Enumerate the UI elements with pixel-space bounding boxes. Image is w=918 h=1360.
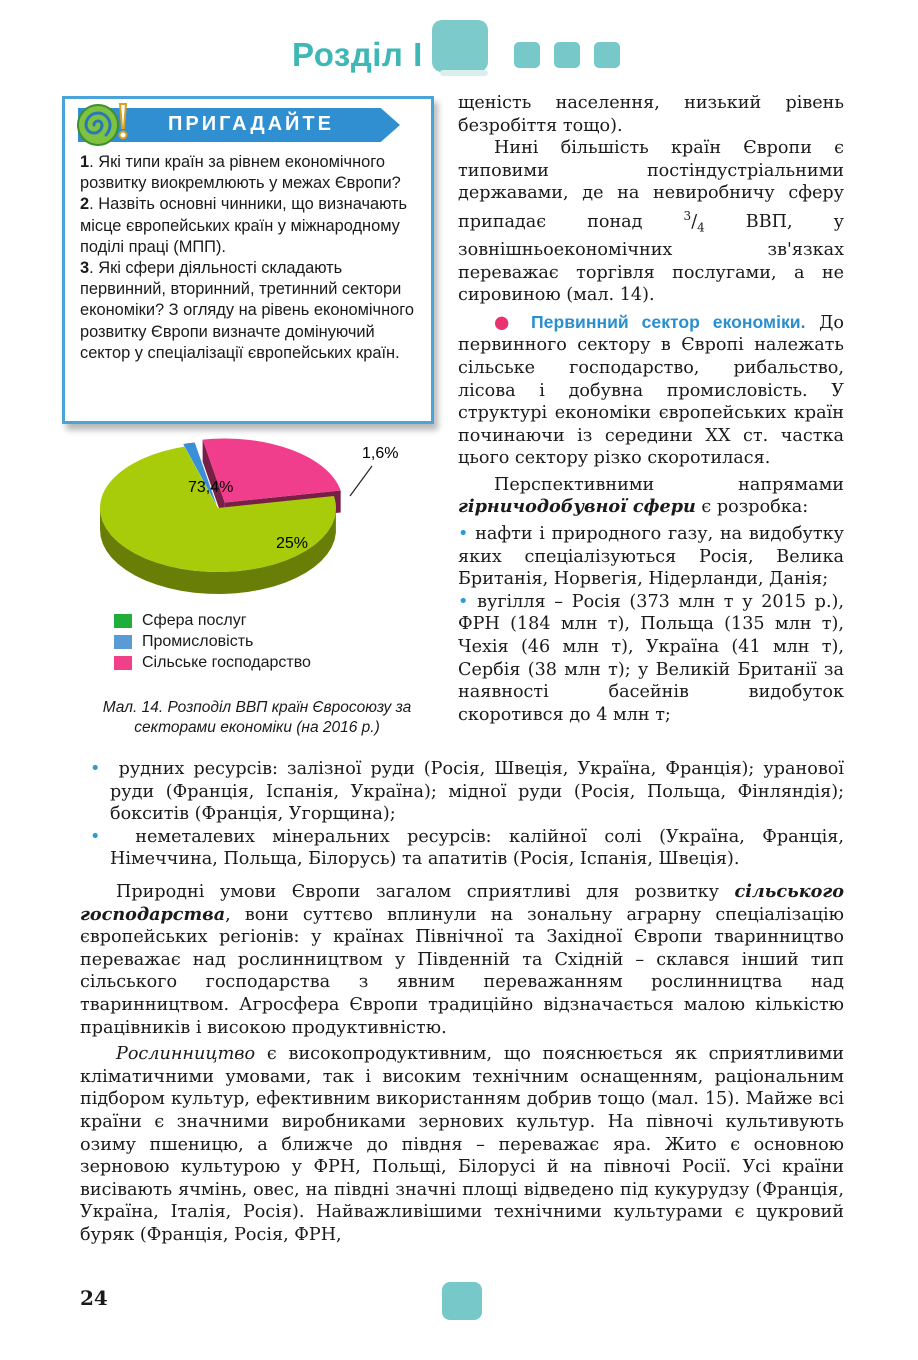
decorative-square-large <box>432 20 488 72</box>
page-number: 24 <box>80 1286 108 1310</box>
pie-label-industry: 1,6% <box>362 445 399 462</box>
decorative-square <box>442 1282 482 1320</box>
spiral-exclamation-icon <box>74 98 136 150</box>
bullet-icon: • <box>90 826 136 847</box>
legend-swatch <box>114 635 132 649</box>
legend-swatch <box>114 656 132 670</box>
list-item: • неметалевих мінеральних ресурсів: калійної солі (Україна, Франція, Німеччина, Польща, Білорусь) та апатитів (Росія, Іспанія, Швеція). <box>90 826 844 870</box>
section-title: Розділ І <box>292 36 423 73</box>
paragraph: ● Первинний сектор економіки. До первинного сектору в Європі належать сільське господарство, рибальство, лісова і добувна промисловість. У структурі економіки європейських країн починаючи із середини ХХ ст. частка цього сектору різко скоротилася. <box>458 311 844 469</box>
main-text <box>80 758 844 1246</box>
legend-item: Сфера послуг <box>114 610 311 631</box>
decorative-square <box>554 42 580 68</box>
section-heading: Первинний сектор економіки. <box>531 311 806 332</box>
bullet-icon: • <box>90 759 119 779</box>
figure-caption: Мал. 14. Розподіл ВВП країн Євросоюзу за секторами економіки (на 2016 р.) <box>102 699 412 736</box>
paragraph: Рослинництво є високопродуктивним, що пояснюється як сприятливими кліматичними умовами, так і високим технічним оснащенням, раціональним підбором культур, ефективним використанням добрив тощо (мал. 15). Майже всі країни є значними виробниками зернових культур. На півночі культивують озиму пшеницю, а ближче до півдня – переважає яра. Жито є основною зерновою культурою у ФРН, Польщі, Білорусі й на півночі Росії. Усі країни висівають ячмінь, овес, на півдні значні площі відведено під кукурудзу (Франція, Україна, Італія, Росія). Найважливішими технічними культурами є цукровий буряк (Франція, Росія, ФРН, <box>80 1044 844 1245</box>
list-item: • рудних ресурсів: залізної руди (Росія, Швеція, Україна, Франція); уранової руди (Франція, Іспанія, Україна); мідної руди (Росія, Польща, Фінляндія); бокситів (Франція, Угорщина); <box>90 759 844 825</box>
question-3: 3. Які сфери діяльності складають первинний, вторинний, третинний сектори економіки? З огляду на рівень економічного розвитку Європи визначте домінуючий сектор у спеціалізації європейських країн. <box>80 259 414 362</box>
bullet-icon: • <box>458 524 476 545</box>
red-dot-icon: ● <box>494 312 532 333</box>
decorative-square <box>514 42 540 68</box>
paragraph: Нині більшість країн Європи є типовими постіндустріальними державами, де на невиробничу сферу припадає понад $^3/_4$ ВВП, у зовнішньоекономічних зв'язках переважає торгівля послугами, а не сировиною (мал. 14). <box>458 138 844 306</box>
leader-line <box>350 466 372 496</box>
remember-title: ПРИГАДАЙТЕ <box>168 113 334 135</box>
right-column <box>458 92 844 726</box>
question-2: 2. Назвіть основні чинники, що визначають місце європейських країн у міжнародному поділі праці (МПП). <box>80 195 408 256</box>
remember-questions <box>80 152 428 364</box>
legend-swatch <box>114 614 132 628</box>
legend-item: Промисловість <box>114 631 311 652</box>
legend-item: Сільське господарство <box>114 652 311 673</box>
chart-legend <box>114 610 311 673</box>
bullet-icon: • <box>458 591 478 612</box>
decorative-square <box>594 42 620 68</box>
pie-chart <box>100 430 440 620</box>
pie-label-agriculture: 25% <box>276 535 309 552</box>
question-1: 1. Які типи країн за рівнем економічного розвитку виокремлюють у межах Європи? <box>80 153 401 193</box>
paragraph: Природні умови Європи загалом сприятливі для розвитку сільського господарства, вони суттєво вплинули на зональну аграрну спеціалізацію європейських регіонів: у країнах Північної та Західної Європи тваринництво переважає над рослинництвом у Південній та Східній – склався інший тип сільського господарства з явним переважанням рослинництва над тваринництвом. Агросфера Європи традиційно відзначається малою кількістю працівників і високою продуктивністю. <box>80 880 844 1038</box>
paragraph: Перспективними напрямами гірничодобувної сфери є розробка: <box>458 474 844 518</box>
pie-label-services: 73,4% <box>188 479 234 496</box>
paragraph: щеність населення, низький рівень безробіття тощо). <box>458 93 844 136</box>
list-item: • вугілля – Росія (373 млн т у 2015 р.), ФРН (184 млн т), Польща (135 млн т), Чехія (46 млн т), Україна (41 млн т), Сербія (38 млн т); у Великій Британії за наявності басейнів видобуток скоротився до 4 млн т; <box>458 591 844 725</box>
list-item: • нафти і природного газу, на видобутку яких спеціалізуються Росія, Велика Британія, Норвегія, Нідерланди, Данія; <box>458 524 844 590</box>
